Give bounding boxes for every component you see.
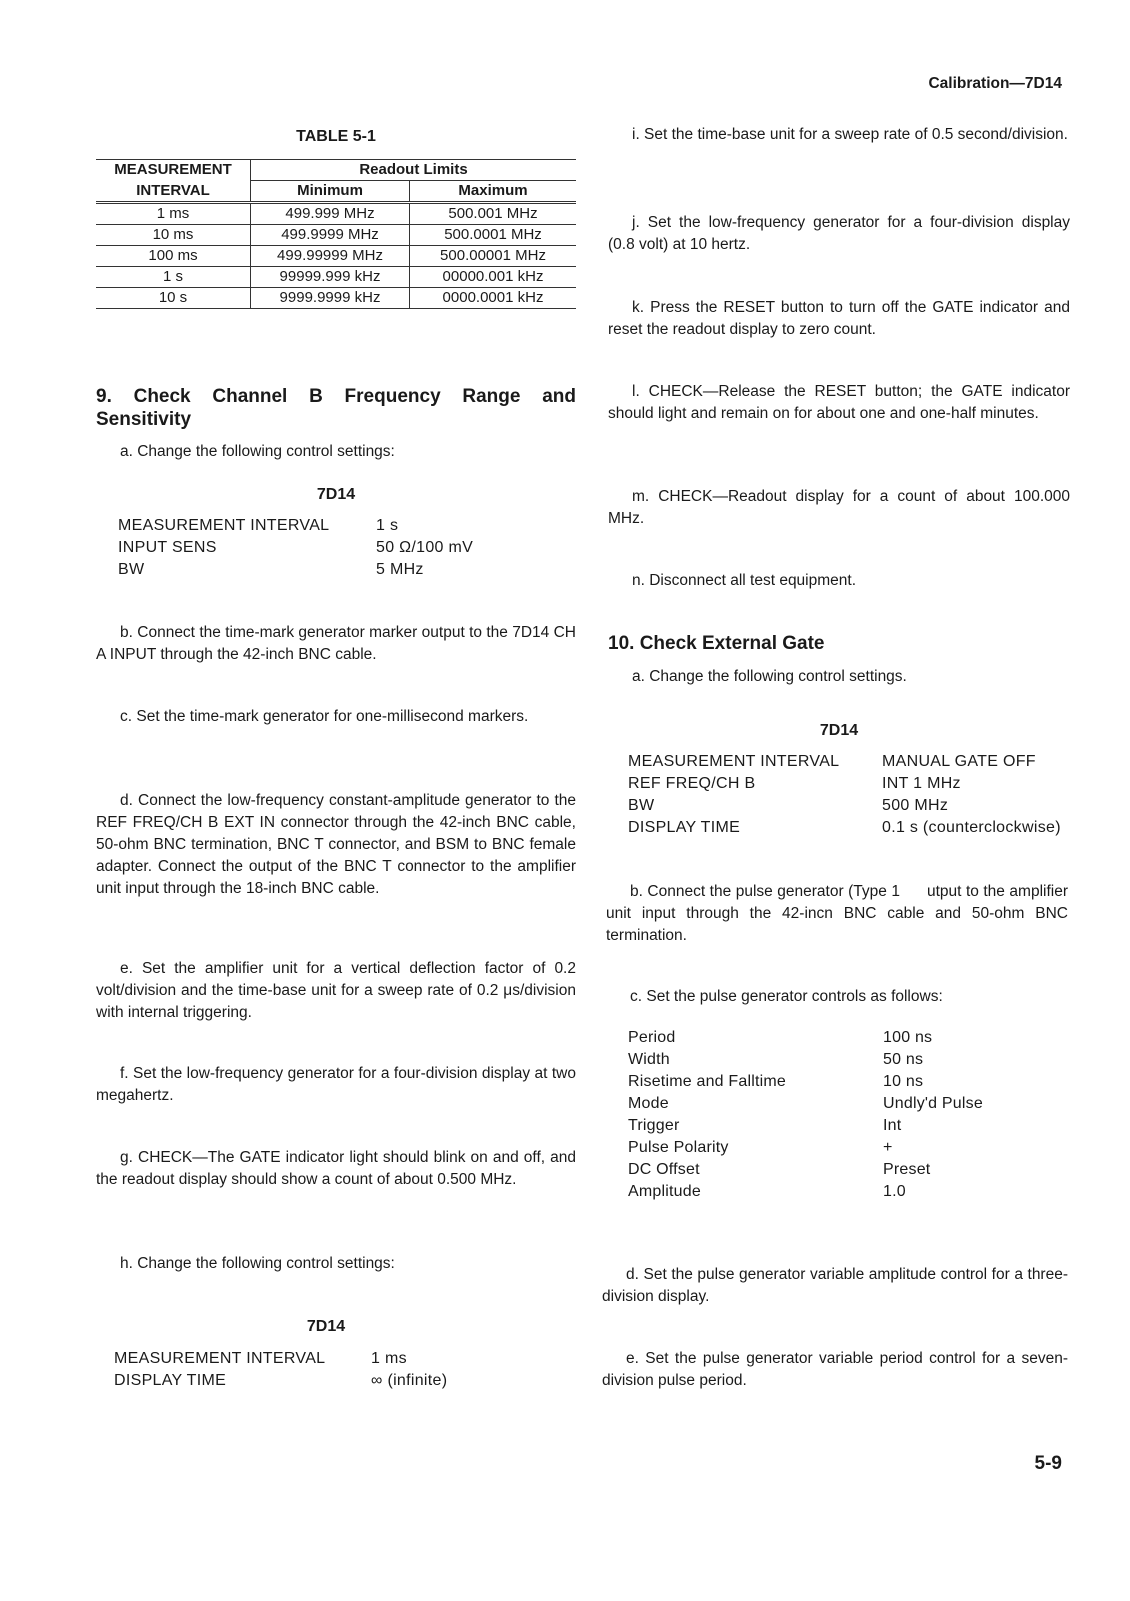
setting-name: Risetime and Falltime — [628, 1073, 787, 1090]
cell-maximum: 500.00001 MHz — [410, 246, 577, 267]
step-9a: a. Change the following control settings: — [120, 443, 395, 460]
setting-value: Preset — [883, 1161, 931, 1178]
setting-value: 10 ns — [883, 1073, 924, 1090]
table-row — [96, 203, 576, 225]
cell-minimum: 499.999 MHz — [251, 203, 410, 225]
setting-value: ∞ (infinite) — [371, 1372, 448, 1389]
settings-row — [628, 773, 1078, 795]
readout-limits-table — [96, 159, 576, 309]
settings-row — [628, 751, 1078, 773]
settings-row — [118, 537, 538, 559]
step-9g: g. CHECK—The GATE indicator light should blink on and off, and the readout display should show a count of about 0.500 MHz. — [96, 1149, 576, 1188]
setting-value: 5 MHz — [376, 561, 424, 578]
table-row — [96, 288, 576, 309]
setting-name: Pulse Polarity — [628, 1139, 729, 1156]
cell-maximum: 00000.001 kHz — [410, 267, 577, 288]
col-header-maximum: Maximum — [410, 181, 577, 203]
settings-row — [118, 515, 538, 537]
step-10d: d. Set the pulse generator variable amplitude control for a three-division display. — [602, 1266, 1068, 1305]
section-10-heading: 10. Check External Gate — [608, 633, 825, 654]
step-9i: i. Set the time-base unit for a sweep rate of 0.5 second/division. — [632, 126, 1068, 143]
setting-name: Period — [628, 1029, 676, 1046]
step-9e: e. Set the amplifier unit for a vertical deflection factor of 0.2 volt/division and the time-base unit for a sweep rate of 0.2 μs/division with internal triggering. — [96, 960, 576, 1021]
settings-row — [628, 817, 1078, 839]
settings-9a-title: 7D14 — [316, 486, 356, 503]
settings-row — [628, 1027, 1068, 1049]
step-9c: c. Set the time-mark generator for one-millisecond markers. — [120, 708, 529, 725]
running-header: Calibration—7D14 — [928, 75, 1062, 92]
table-row — [96, 267, 576, 288]
setting-name: MEASUREMENT INTERVAL — [114, 1350, 326, 1367]
step-9k: k. Press the RESET button to turn off the GATE indicator and reset the readout display to zero count. — [608, 299, 1070, 338]
settings-row — [628, 1115, 1068, 1137]
table-title: TABLE 5-1 — [296, 128, 376, 145]
table-row — [96, 225, 576, 246]
settings-row — [628, 1159, 1068, 1181]
setting-name: Trigger — [628, 1117, 680, 1134]
settings-10a-list — [628, 751, 1078, 839]
step-9l: l. CHECK—Release the RESET button; the GATE indicator should light and remain on for about one and one-half minutes. — [608, 383, 1070, 422]
cell-interval: 10 ms — [96, 225, 251, 246]
page-number: 5-9 — [1034, 1453, 1062, 1474]
setting-value: 50 ns — [883, 1051, 924, 1068]
settings-row — [114, 1348, 534, 1370]
setting-value: + — [883, 1139, 893, 1156]
setting-value: MANUAL GATE OFF — [882, 753, 1036, 770]
table-row — [96, 246, 576, 267]
col-header-interval: INTERVAL — [96, 181, 251, 203]
settings-row — [628, 1071, 1068, 1093]
setting-name: MEASUREMENT INTERVAL — [628, 753, 840, 770]
settings-row — [114, 1370, 534, 1392]
step-9n: n. Disconnect all test equipment. — [632, 572, 857, 589]
setting-value: 0.1 s (counterclockwise) — [882, 819, 1061, 836]
cell-minimum: 499.99999 MHz — [251, 246, 410, 267]
setting-name: Width — [628, 1051, 670, 1068]
col-header-readout-limits: Readout Limits — [251, 160, 577, 181]
step-9j: j. Set the low-frequency generator for a four-division display (0.8 volt) at 10 hertz. — [608, 214, 1070, 253]
setting-value: 50 Ω/100 mV — [376, 539, 474, 556]
setting-name: INPUT SENS — [118, 539, 217, 556]
setting-name: DISPLAY TIME — [114, 1372, 227, 1389]
setting-value: 1 ms — [371, 1350, 407, 1367]
step-10a: a. Change the following control settings. — [632, 668, 907, 685]
cell-maximum: 500.0001 MHz — [410, 225, 577, 246]
settings-9h-title: 7D14 — [306, 1318, 346, 1335]
settings-row — [628, 1049, 1068, 1071]
step-10e: e. Set the pulse generator variable period control for a seven-division pulse period. — [602, 1350, 1068, 1389]
cell-minimum: 99999.999 kHz — [251, 267, 410, 288]
cell-interval: 1 ms — [96, 203, 251, 225]
section-9-heading: 9. Check Channel B Frequency Range and Sensitivity — [96, 386, 576, 430]
setting-name: REF FREQ/CH B — [628, 775, 756, 792]
col-header-measurement: MEASUREMENT — [96, 160, 251, 181]
cell-interval: 10 s — [96, 288, 251, 309]
settings-row — [628, 1093, 1068, 1115]
setting-value: 1 s — [376, 517, 399, 534]
settings-9h-list — [114, 1348, 534, 1392]
setting-name: BW — [118, 561, 145, 578]
setting-name: BW — [628, 797, 655, 814]
cell-interval: 1 s — [96, 267, 251, 288]
setting-value: 500 MHz — [882, 797, 949, 814]
setting-value: Undly'd Pulse — [883, 1095, 983, 1112]
settings-row — [628, 795, 1078, 817]
cell-minimum: 9999.9999 kHz — [251, 288, 410, 309]
setting-name: Mode — [628, 1095, 669, 1112]
step-9b: b. Connect the time-mark generator marker output to the 7D14 CH A INPUT through the 42-inch BNC cable. — [96, 624, 576, 663]
step-9f: f. Set the low-frequency generator for a four-division display at two megahertz. — [96, 1065, 576, 1104]
step-9m: m. CHECK—Readout display for a count of about 100.000 MHz. — [608, 488, 1070, 527]
cell-minimum: 499.9999 MHz — [251, 225, 410, 246]
pulse-settings-list — [628, 1027, 1068, 1203]
settings-row — [628, 1137, 1068, 1159]
settings-10a-title: 7D14 — [819, 722, 859, 739]
settings-row — [628, 1181, 1068, 1203]
setting-name: DC Offset — [628, 1161, 700, 1178]
step-10b: b. Connect the pulse generator (Type 1 utput to the amplifier unit input through the 42-incn BNC cable and 50-ohm BNC termination. — [606, 883, 1073, 944]
cell-maximum: 500.001 MHz — [410, 203, 577, 225]
settings-row — [118, 559, 538, 581]
col-header-minimum: Minimum — [251, 181, 410, 203]
setting-value: INT 1 MHz — [882, 775, 961, 792]
setting-name: Amplitude — [628, 1183, 701, 1200]
cell-maximum: 0000.0001 kHz — [442, 289, 544, 306]
setting-value: Int — [883, 1117, 902, 1134]
step-10c: c. Set the pulse generator controls as follows: — [630, 988, 943, 1005]
setting-name: MEASUREMENT INTERVAL — [118, 517, 330, 534]
setting-value: 1.0 — [883, 1183, 906, 1200]
cell-interval: 100 ms — [96, 246, 251, 267]
step-9h: h. Change the following control settings: — [120, 1255, 395, 1272]
step-9d: d. Connect the low-frequency constant-amplitude generator to the REF FREQ/CH B EXT IN connector through the 42-inch BNC cable, 50-ohm BNC termination, BNC T connector, and BSM to BNC female adapter. Connect the output of the BNC T connector to the amplifier unit input through the 18-inch BNC cable. — [96, 792, 576, 897]
settings-9a-list — [118, 515, 538, 581]
setting-value: 100 ns — [883, 1029, 933, 1046]
setting-name: DISPLAY TIME — [628, 819, 741, 836]
